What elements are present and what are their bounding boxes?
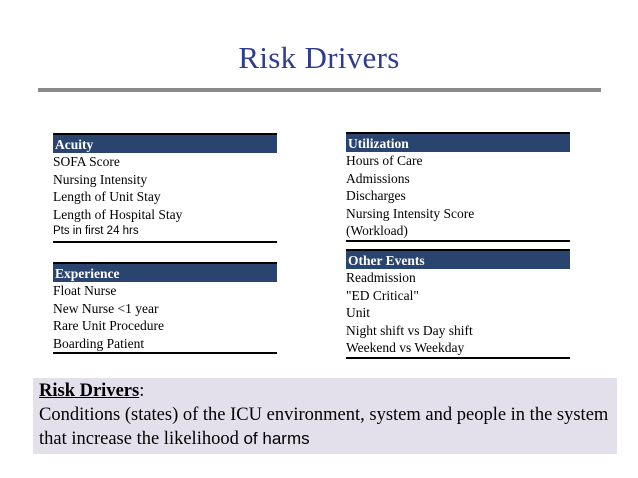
utilization-item: Hours of Care — [346, 153, 423, 168]
experience-item: Rare Unit Procedure — [53, 318, 164, 334]
page-title: Risk Drivers — [238, 40, 400, 75]
experience-item: New Nurse <1 year — [53, 300, 159, 316]
other-events-item: Unit — [346, 305, 371, 321]
other-events-box — [346, 249, 570, 359]
other-events-header: Other Events — [346, 251, 570, 269]
acuity-item: SOFA Score — [53, 154, 120, 169]
utilization-box — [346, 132, 570, 242]
other-events-item: Weekend vs Weekday — [346, 340, 465, 356]
acuity-item: Pts in first 24 hrs — [53, 225, 139, 238]
utilization-header: Utilization — [346, 134, 570, 152]
title-divider — [38, 88, 601, 92]
acuity-item: Nursing Intensity — [53, 171, 148, 187]
definition-colon: : — [139, 381, 145, 401]
utilization-item: Nursing Intensity Score — [346, 205, 475, 221]
definition-box — [33, 378, 617, 454]
other-events-item: Readmission — [346, 270, 416, 285]
acuity-item: Length of Unit Stay — [53, 189, 161, 205]
other-events-item: Night shift vs Day shift — [346, 322, 473, 338]
acuity-item: Length of Hospital Stay — [53, 206, 183, 222]
experience-item: Float Nurse — [53, 283, 117, 298]
definition-term: Risk Drivers — [39, 381, 140, 401]
other-events-item: "ED Critical" — [346, 287, 419, 303]
experience-item: Boarding Patient — [53, 335, 145, 351]
experience-box — [53, 262, 277, 354]
definition-text-tail: of harms — [243, 429, 310, 448]
utilization-item: Admissions — [346, 170, 410, 186]
acuity-header: Acuity — [53, 135, 277, 153]
acuity-box — [53, 133, 277, 243]
utilization-item: (Workload) — [346, 223, 408, 239]
experience-header: Experience — [53, 264, 277, 282]
definition-text: Conditions (states) of the ICU environment, system and people in the system that increase the likelihood — [39, 404, 609, 449]
utilization-item: Discharges — [346, 188, 406, 204]
